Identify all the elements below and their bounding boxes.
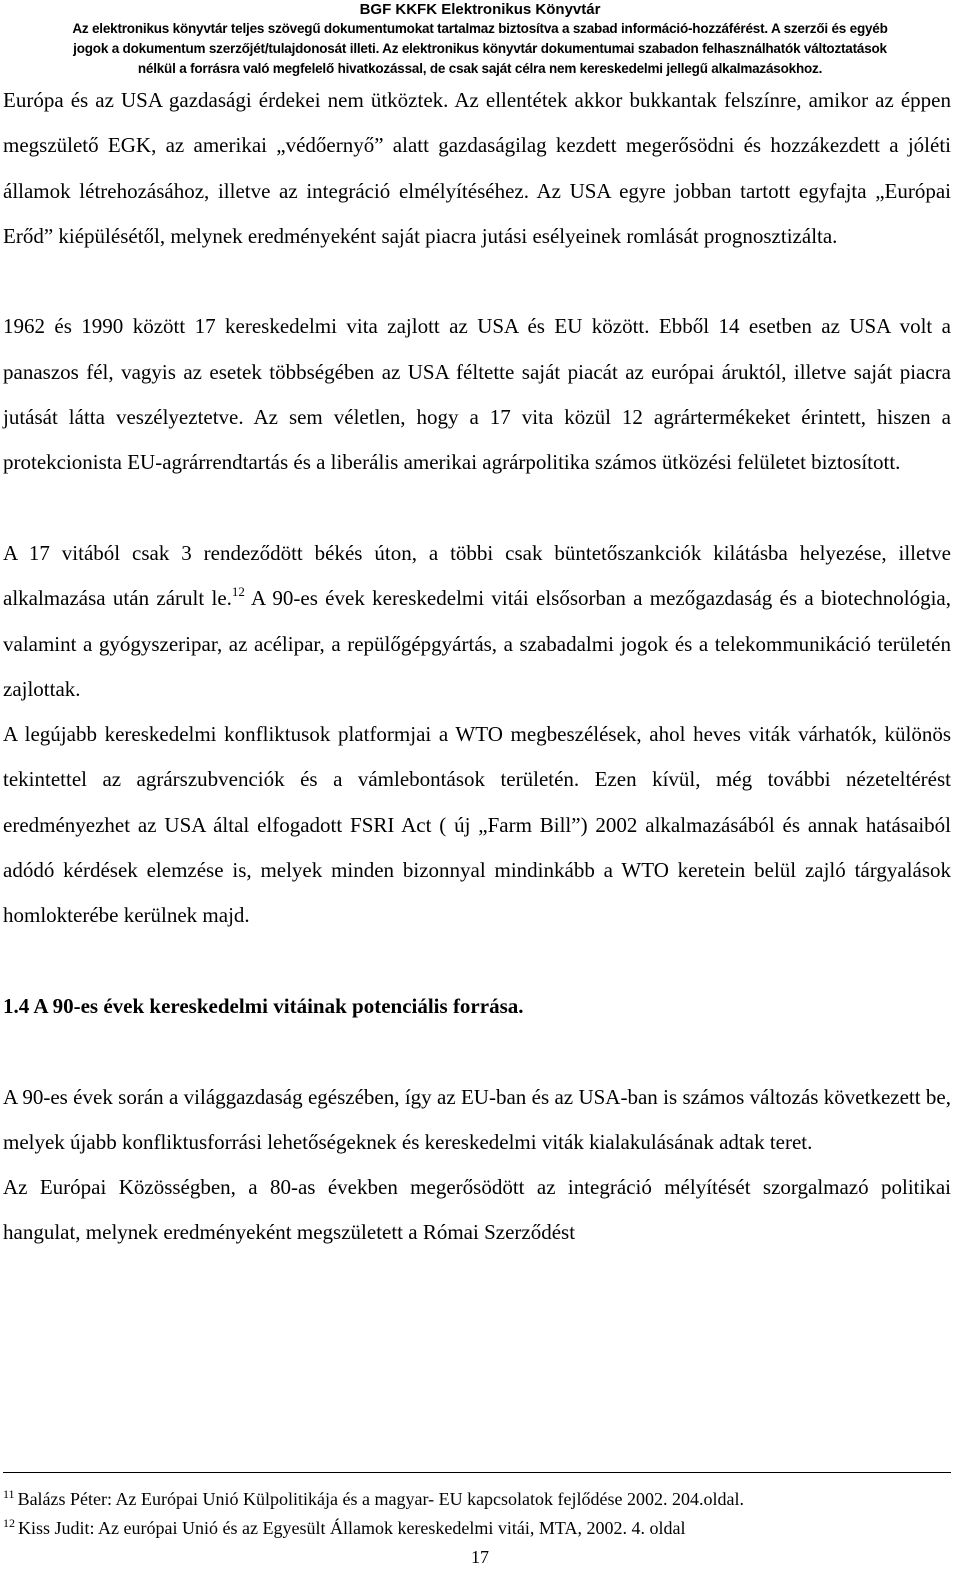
- paragraph-2: 1962 és 1990 között 17 kereskedelmi vita zajlott az USA és EU között. Ebből 14 esetben az USA volt a panaszos fél, vagyis az esetek többségében az USA féltette saját piacát az európai áruktól, illetve saját piacra jutását látta veszélyeztetve. Az sem véletlen, hogy a 17 vita közül 12 agrártermékeket érintett, hiszen a protekcionista EU-agrárrendtartás és a liberális amerikai agrárpolitika számos ütközési felületet biztosított.: [3, 314, 951, 475]
- paragraph-4: A legújabb kereskedelmi konfliktusok platformjai a WTO megbeszélések, ahol heves viták várhatók, különös tekintettel az agrárszubvenciók és a vámlebontások területén. Ezen kívül, még további nézeteltérést eredményezhet az USA által elfogadott FSRI Act ( új „Farm Bill”) 2002 alkalmazásából és annak hatásaiból adódó kérdések elemzése is, melyek minden bizonnyal mindinkább a WTO keretein belül zajló tárgyalások homlokterébe kerülnek majd.: [3, 722, 951, 928]
- paragraph-spacer: [3, 1029, 951, 1074]
- copyright-notice-line-1: Az elektronikus könyvtár teljes szövegű dokumentumokat tartalmaz biztosítva a szabad információ-hozzáférést. A szerzői és egyéb: [72, 21, 888, 36]
- footnote-text: Kiss Judit: Az európai Unió és az Egyesült Államok kereskedelmi vitái, MTA, 2002. 4. oldal: [18, 1518, 686, 1538]
- copyright-notice-line-2: jogok a dokumentum szerzőjét/tulajdonosát illeti. Az elektronikus könyvtár dokumentumai szabadon felhasználhatók változtatások: [73, 41, 887, 56]
- footnote-divider: [3, 1472, 951, 1473]
- paragraph-6: Az Európai Közösségben, a 80-as években megerősödött az integráció mélyítését szorgalmazó politikai hangulat, melynek eredményeként megszületett a Római Szerződést: [3, 1175, 951, 1245]
- paragraph-3-part-1: A 17 vitából csak 3 rendeződött békés úton, a többi csak büntetőszankciók kilátásba helyezése, illetve alkalmazása után zárult le.: [3, 540, 951, 611]
- footnote-number: 11: [3, 1487, 15, 1501]
- paragraph-1: Európa és az USA gazdasági érdekei nem ütköztek. Az ellentétek akkor bukkantak felszínre, amikor az éppen megszülető EGK, az amerikai „védőernyő” alatt gazdaságilag kezdett megerősödni és hozzákezdett a jóléti államok létrehozásához, illetve az integráció elmélyítéséhez. Az USA egyre jobban tartott egyfajta „Európai Erőd” kiépülésétől, melynek eredményeként saját piacra jutási esélyeinek romlását prognosztizálta.: [3, 88, 951, 248]
- footnotes: [3, 1472, 951, 1538]
- body-text: [3, 78, 951, 1256]
- section-heading: 1.4 A 90-es évek kereskedelmi vitáinak potenciális forrása.: [3, 993, 524, 1018]
- footnote-number: 12: [3, 1516, 15, 1530]
- footnote-ref-12[interactable]: 12: [231, 584, 245, 600]
- paragraph-spacer: [3, 259, 951, 304]
- footnote-text: Balázs Péter: Az Európai Unió Külpolitikája és a magyar- EU kapcsolatok fejlődése 2002. 204.oldal.: [17, 1489, 745, 1509]
- footnote-12: [3, 1517, 685, 1539]
- paragraph-spacer: [3, 486, 951, 531]
- paragraph-5: A 90-es évek során a világgazdaság egészében, így az EU-ban és az USA-ban is számos változás következett be, melyek újabb konfliktusforrási lehetőségeknek és kereskedelmi viták kialakulásának adtak teret.: [3, 1084, 951, 1154]
- page-number: 17: [471, 1547, 489, 1567]
- copyright-notice-line-3: nélkül a forrásra való megfelelő hivatkozással, de csak saját célra nem kereskedelmi jellegű alkalmazásokhoz.: [137, 61, 823, 76]
- paragraph-spacer: [3, 939, 951, 984]
- paragraph-3: [3, 531, 951, 712]
- paragraph-3-part-2: A 90-es évek kereskedelmi vitái elsősorban a mezőgazdaság és a biotechnológia, valamint a gyógyszeripar, az acélipar, a repülőgépgyártás, a szabadalmi jogok és a telekommunikáció területén zajlottak.: [3, 586, 952, 701]
- library-title: BGF KKFK Elektronikus Könyvtár: [359, 1, 601, 18]
- footnote-11: [3, 1488, 744, 1510]
